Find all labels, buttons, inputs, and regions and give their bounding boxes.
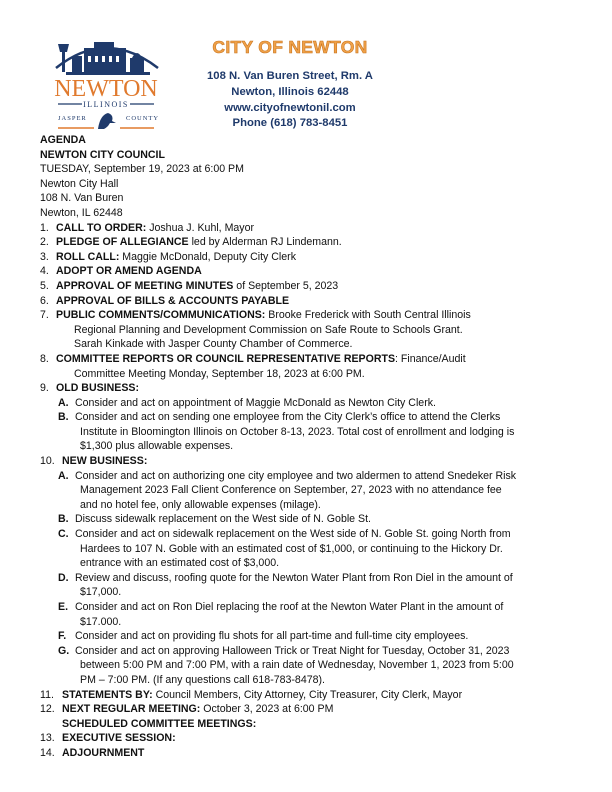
agenda-item <box>40 731 590 746</box>
meeting-city: Newton, IL 62448 <box>40 206 123 219</box>
agenda-item <box>40 235 590 250</box>
agenda-item <box>40 294 590 309</box>
item-title: SCHEDULED COMMITTEE MEETINGS: <box>62 717 257 730</box>
sub-item-text: Consider and act on approving Halloween Trick or Treat Night for Tuesday, October 31, 2023 <box>75 644 510 657</box>
sub-item-line <box>40 527 590 542</box>
agenda-item <box>40 308 590 323</box>
sub-item-line <box>40 410 590 425</box>
agenda-item <box>40 279 590 294</box>
item-title: STATEMENTS BY: <box>62 688 153 701</box>
item-title: ADOPT OR AMEND AGENDA <box>56 265 202 278</box>
item-continuation: Regional Planning and Development Commission on Safe Route to Schools Grant. <box>74 323 463 336</box>
sub-item-continuation: entrance with an estimated cost of $3,000. <box>80 557 280 570</box>
item-text: Brooke Frederick with South Central Illinois <box>265 309 471 322</box>
item-text: Council Members, City Attorney, City Treasurer, City Clerk, Mayor <box>152 688 463 701</box>
item-number: 6. <box>40 294 49 307</box>
item-number: 1. <box>40 221 49 234</box>
logo-left: JASPER <box>58 115 87 122</box>
sub-item-line <box>40 396 590 411</box>
sub-item-continuation: PM – 7:00 PM. (If any questions call 618-783-8478). <box>80 673 325 686</box>
sub-item-line <box>40 644 590 659</box>
sub-item-letter: A. <box>58 469 69 482</box>
letterhead <box>190 37 390 132</box>
sub-item-letter: B. <box>58 513 69 526</box>
item-title: APPROVAL OF BILLS & ACCOUNTS PAYABLE <box>56 294 290 307</box>
sub-item-letter: C. <box>58 528 69 541</box>
item-title: OLD BUSINESS: <box>56 382 139 395</box>
agenda-item <box>40 746 590 761</box>
agenda-item <box>40 381 590 396</box>
item-text: : Finance/Audit <box>395 352 466 365</box>
agenda-item <box>40 221 590 236</box>
sub-item-text: Review and discuss, roofing quote for the Newton Water Plant from Ron Diel in the amount of <box>75 571 513 584</box>
item-title: NEW BUSINESS: <box>62 455 148 468</box>
item-number: 12. <box>40 703 55 716</box>
eagle-icon <box>98 113 116 129</box>
item-title: APPROVAL OF MEETING MINUTES <box>56 279 234 292</box>
logo-right: COUNTY <box>126 115 160 122</box>
item-number: 4. <box>40 265 49 278</box>
meeting-place: Newton City Hall <box>40 177 119 190</box>
agenda-item <box>40 717 590 732</box>
meeting-datetime: TUESDAY, September 19, 2023 at 6:00 PM <box>40 163 244 176</box>
item-title: ADJOURNMENT <box>62 746 145 759</box>
sub-item-text: Consider and act on providing flu shots for all part-time and full-time city employees. <box>75 630 469 643</box>
sub-item-line <box>40 600 590 615</box>
sub-item-text: Consider and act on sending one employee from the City Clerk’s office to attend the Clerks <box>75 411 501 424</box>
sub-item-continuation: $17,000. <box>80 586 122 599</box>
item-number: 3. <box>40 250 49 263</box>
agenda-body <box>40 133 590 761</box>
sub-item-letter: F. <box>58 630 67 643</box>
item-text: of September 5, 2023 <box>233 279 339 292</box>
item-number: 9. <box>40 382 49 395</box>
phone-number: Phone (618) 783-8451 <box>232 117 348 130</box>
item-title: NEXT REGULAR MEETING: <box>62 703 201 716</box>
agenda-item <box>40 688 590 703</box>
sub-item-continuation: and no hotel fee, only allowable expenses (milage). <box>80 498 321 511</box>
sub-item-letter: G. <box>58 644 70 657</box>
item-text: led by Alderman RJ Lindemann. <box>188 236 342 249</box>
item-title: COMMITTEE REPORTS OR COUNCIL REPRESENTATIVE REPORTS <box>56 352 396 365</box>
meeting-street: 108 N. Van Buren <box>40 192 124 205</box>
newton-logo-graphic <box>46 34 166 132</box>
item-text: October 3, 2023 at 6:00 PM <box>200 703 334 716</box>
lamp-post-icon <box>58 44 69 52</box>
address-line: 108 N. Van Buren Street, Rm. A <box>207 70 373 82</box>
item-number: 13. <box>40 732 55 745</box>
city-state-zip: Newton, Illinois 62448 <box>231 85 349 98</box>
item-title: EXECUTIVE SESSION: <box>62 732 176 745</box>
agenda-item <box>40 250 590 265</box>
agenda-item <box>40 264 590 279</box>
sub-item-text: Consider and act on authorizing one city employee and two aldermen to attend Snedeker Risk <box>75 469 517 482</box>
item-continuation: Sarah Kinkade with Jasper County Chamber of Commerce. <box>74 338 353 351</box>
item-number: 11. <box>40 688 54 701</box>
sub-item-continuation: Hardees to 107 N. Goble with an estimated cost of $1,000, or continuing to the Hickory Dr. <box>80 542 503 555</box>
sub-item-letter: E. <box>58 601 69 613</box>
sub-item-line <box>40 629 590 644</box>
agenda-item <box>40 454 590 469</box>
item-number: 14. <box>40 746 55 759</box>
item-title: ROLL CALL: <box>56 250 120 263</box>
sub-item-line <box>40 512 590 527</box>
city-logo <box>46 34 166 132</box>
sub-item-continuation: Institute in Bloomington Illinois on October 8-13, 2023. Total cost of enrollment and lodging is <box>80 425 515 438</box>
sub-item-text: Discuss sidewalk replacement on the West side of N. Goble St. <box>75 513 371 526</box>
item-number: 7. <box>40 309 49 322</box>
sub-item-line <box>40 469 590 484</box>
website-link[interactable]: www.cityofnewtonil.com <box>224 101 356 114</box>
agenda-item <box>40 702 590 717</box>
item-text: Joshua J. Kuhl, Mayor <box>146 221 255 234</box>
sub-item-text: Consider and act on sidewalk replacement on the West side of N. Goble St. going North from <box>75 528 511 541</box>
item-title: PLEDGE OF ALLEGIANCE <box>56 236 189 249</box>
sub-item-continuation: Management 2023 Fall Client Conference on September, 27, 2023 with no attendance fee <box>80 484 502 497</box>
item-text: Maggie McDonald, Deputy City Clerk <box>119 250 296 263</box>
item-number: 8. <box>40 352 49 365</box>
agenda-item <box>40 352 590 367</box>
item-title: PUBLIC COMMENTS/COMMUNICATIONS: <box>56 309 266 322</box>
sub-item-line <box>40 571 590 586</box>
sub-item-continuation: $17.000. <box>80 615 122 628</box>
item-continuation: Committee Meeting Monday, September 18, 2023 at 6:00 PM. <box>74 367 365 380</box>
logo-state: ILLINOIS <box>83 100 129 109</box>
sub-item-continuation: $1,300 plus allowable expenses. <box>80 440 234 453</box>
council-name: NEWTON CITY COUNCIL <box>40 148 165 161</box>
sub-item-text: Consider and act on appointment of Maggie McDonald as Newton City Clerk. <box>75 396 436 409</box>
sub-item-letter: A. <box>58 396 69 409</box>
item-number: 10. <box>40 455 55 468</box>
item-title: CALL TO ORDER: <box>56 221 147 234</box>
logo-name: NEWTON <box>54 76 158 102</box>
item-number: 2. <box>40 236 49 249</box>
city-title: CITY OF NEWTON <box>212 37 368 57</box>
sub-item-continuation: between 5:00 PM and 7:00 PM, with a rain date of Wednesday, November 1, 2023 from 5:00 <box>80 659 514 672</box>
agenda-items <box>40 221 590 761</box>
item-number: 5. <box>40 279 49 292</box>
agenda-heading: AGENDA <box>40 134 86 146</box>
sub-item-letter: D. <box>58 571 69 584</box>
sub-item-text: Consider and act on Ron Diel replacing the roof at the Newton Water Plant in the amount of <box>75 601 504 613</box>
sub-item-letter: B. <box>58 411 69 424</box>
